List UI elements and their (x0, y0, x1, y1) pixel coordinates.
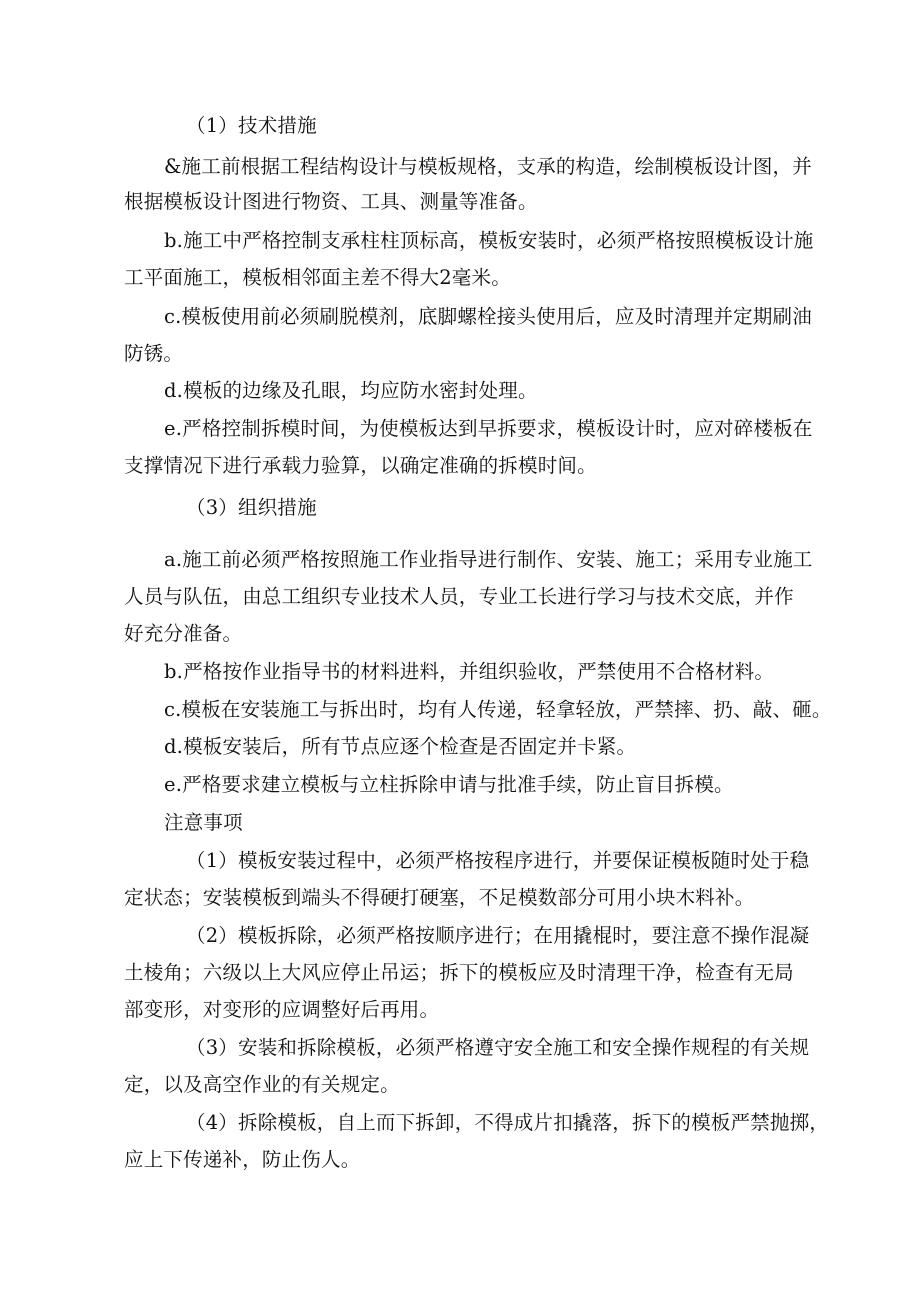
note-1-line-1: （1）模板安装过程中，必须严格按程序进行，并要保证模板随时处于稳 (186, 849, 810, 872)
note-2-line-1: （2）模板拆除，必须严格按顺序进行；在用撬棍时，要注意不操作混凝 (186, 924, 810, 947)
notes-heading: 注意事项 (164, 811, 243, 834)
org-item-e-line-1: e.严格要求建立模板与立柱拆除申请与批准手续，防止盲目拆模。 (164, 773, 734, 796)
tech-item-b-line-1: b.施工中严格控制支承柱柱顶标高，模板安装时，必须严格按照模板设计施 (164, 229, 814, 252)
org-item-a-line-1: a.施工前必须严格按照施工作业指导进行制作、安装、施工；采用专业施工 (164, 548, 813, 571)
note-3-line-1: （3）安装和拆除模板，必须严格遵守安全施工和安全操作规程的有关规 (186, 1036, 810, 1059)
tech-item-e-line-1: e.严格控制拆模时间，为使模板达到早拆要求，模板设计时，应对碎楼板在 (164, 417, 813, 440)
note-4-line-2: 应上下传递补，防止伤人。 (124, 1148, 361, 1171)
technical-measures-heading: （1）技术措施 (186, 114, 317, 137)
org-item-c-line-1: c.模板在安装施工与拆出时，均有人传递，轻拿轻放，严禁摔、扔、敲、砸。 (164, 698, 832, 721)
note-1-line-2: 定状态；安装模板到端头不得硬打硬塞，不足模数部分可用小块木料补。 (124, 886, 755, 909)
organization-measures-heading: （3）组织措施 (186, 496, 317, 519)
tech-item-a-line-2: 根据模板设计图进行物资、工具、测量等准备。 (124, 190, 538, 213)
org-item-a-line-3: 好充分准备。 (124, 622, 243, 645)
note-2-line-3: 部变形，对变形的应调整好后再用。 (124, 998, 440, 1021)
tech-item-c-line-1: c.模板使用前必须刷脱模剂，底脚螺栓接头使用后，应及时清理并定期刷油 (164, 305, 812, 328)
note-3-line-2: 定，以及高空作业的有关规定。 (124, 1073, 400, 1096)
tech-item-c-line-2: 防锈。 (124, 342, 184, 365)
tech-item-d-line-1: d.模板的边缘及孔眼，均应防水密封处理。 (164, 379, 538, 402)
tech-item-e-line-2: 支撑情况下进行承载力验算，以确定准确的拆模时间。 (124, 454, 597, 477)
org-item-a-line-2: 人员与队伍，由总工组织专业技术人员，专业工长进行学习与技术交底，并作 (124, 585, 794, 608)
org-item-b-line-1: b.严格按作业指导书的材料进料，并组织验收，严禁使用不合格材料。 (164, 660, 775, 683)
note-4-line-1: （4）拆除模板，自上而下拆卸，不得成片扣撬落，拆下的模板严禁抛掷， (186, 1111, 830, 1134)
org-item-d-line-1: d.模板安装后，所有节点应逐个检查是否固定并卡紧。 (164, 735, 637, 758)
tech-item-a-line-1: &施工前根据工程结构设计与模板规格，支承的构造，绘制模板设计图，并 (164, 155, 812, 178)
note-2-line-2: 土棱角；六级以上大风应停止吊运；拆下的模板应及时清理干净，检查有无局 (124, 961, 794, 984)
tech-item-b-line-2: 工平面施工，模板相邻面主差不得大2毫米。 (124, 266, 511, 289)
